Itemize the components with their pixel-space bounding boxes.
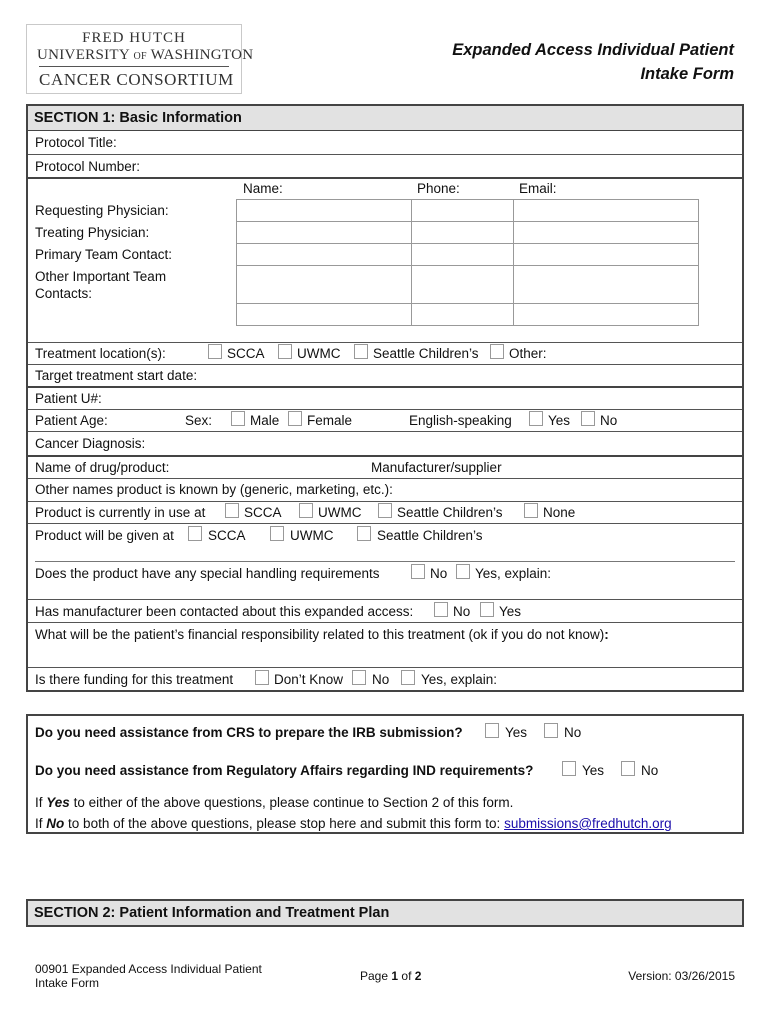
footer-doc-id xyxy=(35,962,262,990)
sex-female-label: Female xyxy=(307,413,353,428)
submissions-email-link[interactable]: submissions@fredhutch.org xyxy=(504,816,672,831)
assistance-section xyxy=(26,714,744,834)
instruction-no: If No to both of the above questions, please stop here and submit this form to: submissions@fredhutch.org xyxy=(35,816,672,831)
col-email-label: Email: xyxy=(519,181,557,196)
divider xyxy=(28,386,742,388)
primary-phone-cell[interactable] xyxy=(412,244,514,266)
footer-page-number: Page 1 of 2 xyxy=(360,969,422,983)
handling-no-checkbox[interactable] xyxy=(411,564,425,579)
requesting-email-cell[interactable] xyxy=(514,200,699,222)
treatment-locations-label: Treatment location(s): xyxy=(35,346,166,361)
in-use-seattle-childrens-label: Seattle Children’s xyxy=(397,505,503,520)
manufacturer-contacted-label: Has manufacturer been contacted about this expanded access: xyxy=(35,604,414,619)
location-seattle-childrens-label: Seattle Children’s xyxy=(373,346,479,361)
other-contacts-label-2: Contacts: xyxy=(35,286,93,301)
logo-line-1: FRED HUTCH xyxy=(82,30,186,46)
sex-male-checkbox[interactable] xyxy=(231,411,245,426)
other-phone-cell[interactable] xyxy=(412,266,514,304)
funding-dont-know-label: Don’t Know xyxy=(274,672,344,687)
in-use-uwmc-label: UWMC xyxy=(318,505,362,520)
sex-male-label: Male xyxy=(250,413,280,428)
location-uwmc-checkbox[interactable] xyxy=(278,344,292,359)
in-use-uwmc-checkbox[interactable] xyxy=(299,503,313,518)
divider xyxy=(28,154,742,155)
other-phone-cell-2[interactable] xyxy=(412,304,514,326)
crs-no-checkbox[interactable] xyxy=(544,723,558,738)
footer-doc-line-2: Intake Form xyxy=(35,976,100,990)
treating-email-cell[interactable] xyxy=(514,222,699,244)
contacted-no-checkbox[interactable] xyxy=(434,602,448,617)
special-handling-label: Does the product have any special handling requirements xyxy=(35,566,380,581)
reg-yes-checkbox[interactable] xyxy=(562,761,576,776)
manufacturer-label: Manufacturer/supplier xyxy=(371,460,502,475)
english-yes-label: Yes xyxy=(548,413,571,428)
drug-name-label: Name of drug/product: xyxy=(35,460,170,475)
crs-yes-checkbox[interactable] xyxy=(485,723,499,738)
in-use-none-label: None xyxy=(543,505,576,520)
divider xyxy=(28,478,742,479)
contacted-no-label: No xyxy=(453,604,471,619)
given-seattle-childrens-label: Seattle Children’s xyxy=(377,528,483,543)
in-use-seattle-childrens-checkbox[interactable] xyxy=(378,503,392,518)
crs-question: Do you need assistance from CRS to prepare the IRB submission? xyxy=(35,725,463,740)
col-phone-label: Phone: xyxy=(417,181,460,196)
treating-phone-cell[interactable] xyxy=(412,222,514,244)
funding-no-checkbox[interactable] xyxy=(352,670,366,685)
treating-name-cell[interactable] xyxy=(237,222,412,244)
divider xyxy=(35,561,735,562)
handling-yes-checkbox[interactable] xyxy=(456,564,470,579)
contacts-grid xyxy=(236,199,699,326)
form-title-line-2: Intake Form xyxy=(640,65,734,83)
in-use-scca-label: SCCA xyxy=(244,505,282,520)
divider xyxy=(28,667,742,668)
location-seattle-childrens-checkbox[interactable] xyxy=(354,344,368,359)
english-speaking-label: English-speaking xyxy=(409,413,512,428)
divider xyxy=(28,409,742,410)
other-email-cell-2[interactable] xyxy=(514,304,699,326)
in-use-scca-checkbox[interactable] xyxy=(225,503,239,518)
sex-label: Sex: xyxy=(185,413,213,428)
english-yes-checkbox[interactable] xyxy=(529,411,543,426)
funding-no-label: No xyxy=(372,672,390,687)
divider xyxy=(28,177,742,179)
protocol-title-label: Protocol Title: xyxy=(35,135,117,150)
logo-rule xyxy=(39,66,229,67)
contacted-yes-label: Yes xyxy=(499,604,522,619)
given-at-label: Product will be given at xyxy=(35,528,174,543)
in-use-none-checkbox[interactable] xyxy=(524,503,538,518)
logo-line-3: CANCER CONSORTIUM xyxy=(39,70,234,89)
crs-no-label: No xyxy=(564,725,582,740)
col-name-label: Name: xyxy=(243,181,283,196)
section-2 xyxy=(26,899,744,927)
footer-doc-line-1: 00901 Expanded Access Individual Patient xyxy=(35,962,262,976)
financial-question: What will be the patient’s financial responsibility related to this treatment (ok if you do not know): xyxy=(35,627,609,642)
contacted-yes-checkbox[interactable] xyxy=(480,602,494,617)
primary-team-contact-label: Primary Team Contact: xyxy=(35,247,173,262)
reg-no-label: No xyxy=(641,763,659,778)
english-no-checkbox[interactable] xyxy=(581,411,595,426)
location-scca-label: SCCA xyxy=(227,346,265,361)
divider xyxy=(28,622,742,623)
currently-in-use-label: Product is currently in use at xyxy=(35,505,206,520)
divider xyxy=(28,364,742,365)
patient-u-label: Patient U#: xyxy=(35,391,102,406)
requesting-name-cell[interactable] xyxy=(237,200,412,222)
cancer-diagnosis-label: Cancer Diagnosis: xyxy=(35,436,146,451)
institution-logo xyxy=(26,24,254,94)
section-2-heading: SECTION 2: Patient Information and Treatment Plan xyxy=(28,901,742,925)
sex-female-checkbox[interactable] xyxy=(288,411,302,426)
given-uwmc-checkbox[interactable] xyxy=(270,526,284,541)
other-name-cell[interactable] xyxy=(237,266,412,304)
location-other-label: Other: xyxy=(509,346,547,361)
footer-version: Version: 03/26/2015 xyxy=(628,969,735,983)
other-contacts-label-1: Other Important Team xyxy=(35,269,167,284)
divider xyxy=(28,599,742,600)
english-no-label: No xyxy=(600,413,618,428)
patient-age-label: Patient Age: xyxy=(35,413,108,428)
divider xyxy=(28,431,742,432)
other-name-cell-2[interactable] xyxy=(237,304,412,326)
location-other-checkbox[interactable] xyxy=(490,344,504,359)
handling-yes-label: Yes, explain: xyxy=(475,566,552,581)
divider xyxy=(28,523,742,524)
funding-dont-know-checkbox[interactable] xyxy=(255,670,269,685)
treating-physician-label: Treating Physician: xyxy=(35,225,150,240)
requesting-physician-label: Requesting Physician: xyxy=(35,203,169,218)
target-start-label: Target treatment start date: xyxy=(35,368,198,383)
section-1-heading: SECTION 1: Basic Information xyxy=(28,106,742,131)
divider xyxy=(28,501,742,502)
given-seattle-childrens-checkbox[interactable] xyxy=(357,526,371,541)
reg-no-checkbox[interactable] xyxy=(621,761,635,776)
regulatory-question: Do you need assistance from Regulatory Affairs regarding IND requirements? xyxy=(35,763,534,778)
primary-name-cell[interactable] xyxy=(237,244,412,266)
section-1 xyxy=(26,104,744,692)
funding-question: Is there funding for this treatment xyxy=(35,672,234,687)
given-scca-label: SCCA xyxy=(208,528,246,543)
funding-yes-checkbox[interactable] xyxy=(401,670,415,685)
funding-yes-label: Yes, explain: xyxy=(421,672,498,687)
given-scca-checkbox[interactable] xyxy=(188,526,202,541)
other-names-label: Other names product is known by (generic, marketing, etc.): xyxy=(35,482,393,497)
other-email-cell[interactable] xyxy=(514,266,699,304)
protocol-number-label: Protocol Number: xyxy=(35,159,141,174)
location-uwmc-label: UWMC xyxy=(297,346,341,361)
instruction-yes: If Yes to either of the above questions, please continue to Section 2 of this form. xyxy=(35,795,514,810)
given-uwmc-label: UWMC xyxy=(290,528,334,543)
handling-no-label: No xyxy=(430,566,448,581)
form-title-line-1: Expanded Access Individual Patient xyxy=(452,41,734,59)
reg-yes-label: Yes xyxy=(582,763,605,778)
logo-line-2: UNIVERSITY OF WASHINGTON xyxy=(37,47,254,63)
form-title xyxy=(452,38,734,86)
divider xyxy=(28,455,742,457)
divider xyxy=(28,342,742,343)
requesting-phone-cell[interactable] xyxy=(412,200,514,222)
crs-yes-label: Yes xyxy=(505,725,528,740)
location-scca-checkbox[interactable] xyxy=(208,344,222,359)
primary-email-cell[interactable] xyxy=(514,244,699,266)
